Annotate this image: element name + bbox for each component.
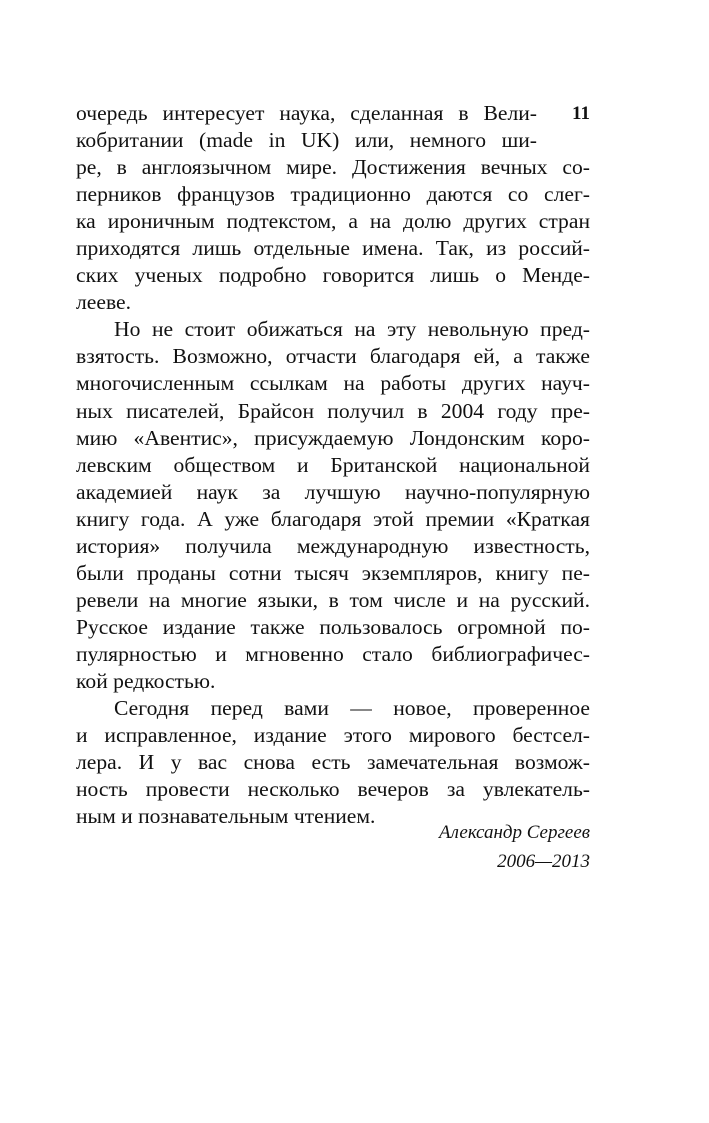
page-number: 11: [572, 103, 590, 124]
text-line: лееве.: [76, 290, 131, 315]
text-line: ных писателей, Брайсон получил в 2004 году пре-: [76, 398, 590, 423]
text-line: и исправленное, издание этого мирового бестсел-: [76, 723, 590, 748]
body-text: [76, 100, 590, 830]
paragraph-2: [76, 316, 590, 695]
text-line: кой редкостью.: [76, 668, 216, 693]
text-line: ность провести несколько вечеров за увлекатель-: [76, 777, 590, 802]
text-line: ревели на многие языки, в том числе и на русский.: [76, 587, 590, 612]
text-line: мию «Авентис», присуждаемую Лондонским коро-: [76, 425, 590, 450]
paragraph-1: [76, 100, 590, 316]
signature-author: Александр Сергеев: [439, 822, 590, 843]
text-line: Русское издание также пользовалось огромной по-: [76, 614, 590, 639]
text-line: взятость. Возможно, отчасти благодаря ей, а также: [76, 344, 590, 369]
text-line: перников французов традиционно даются со слег-: [76, 182, 590, 207]
text-line: ным и познавательным чтением.: [76, 804, 376, 829]
text-line: Сегодня перед вами — новое, проверенное: [114, 696, 590, 721]
text-line: очередь интересует наука, сделанная в Вели-: [76, 101, 537, 125]
text-line: Но не стоит обижаться на эту невольную пред-: [114, 317, 590, 342]
signature-years: 2006—2013: [497, 851, 590, 872]
text-line: история» получила международную известность,: [76, 533, 590, 558]
text-line: многочисленным ссылкам на работы других науч-: [76, 371, 590, 396]
text-line: приходятся лишь отдельные имена. Так, из россий-: [76, 236, 590, 261]
text-line: были проданы сотни тысяч экземпляров, книгу пе-: [76, 560, 590, 585]
text-line: ских ученых подробно говорится лишь о Менде-: [76, 263, 590, 288]
text-line: академией наук за лучшую научно-популярную: [76, 479, 590, 504]
text-line: левским обществом и Британской национальной: [76, 452, 590, 477]
text-line: пулярностью и мгновенно стало библиографичес-: [76, 641, 590, 666]
paragraph-3: [76, 695, 590, 830]
text-line: кобритании (made in UK) или, немного ши-: [76, 128, 537, 153]
text-line: лера. И у вас снова есть замечательная возмож-: [76, 750, 590, 775]
text-line: книгу года. А уже благодаря этой премии «Краткая: [76, 506, 590, 531]
text-line: ре, в англоязычном мире. Достижения вечных со-: [76, 155, 590, 180]
text-line: ка ироничным подтекстом, а на долю других стран: [76, 209, 590, 234]
